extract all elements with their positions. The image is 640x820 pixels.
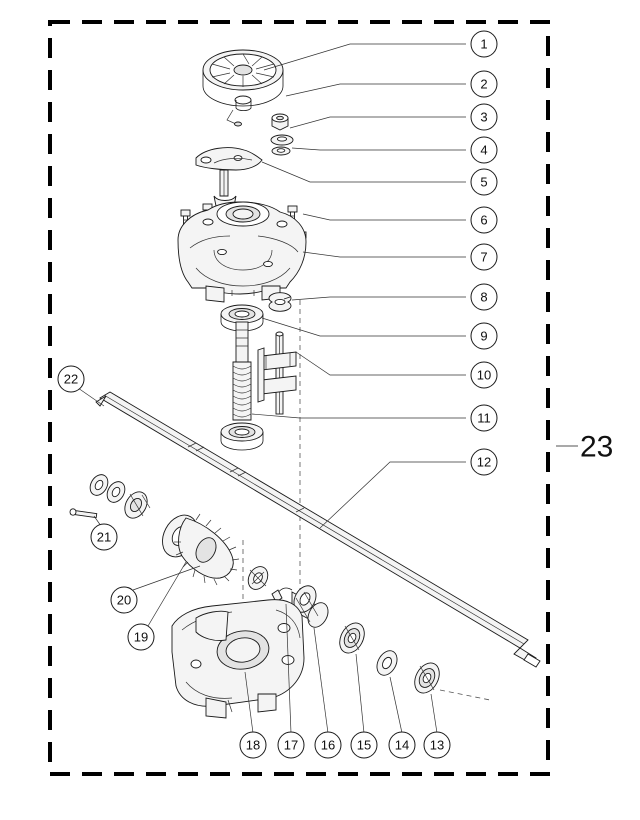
callout-15[interactable] [351, 732, 377, 758]
part-pinion-gear [156, 509, 239, 585]
callout-20-label: 20 [116, 592, 132, 608]
part-shift-fork-assembly [258, 332, 296, 414]
callout-4[interactable] [471, 137, 497, 163]
callout-20[interactable] [111, 587, 137, 613]
part-washer-outer [373, 647, 401, 678]
part-nut [272, 114, 288, 130]
callout-23-label: 23 [580, 430, 614, 464]
callout-1[interactable] [471, 31, 497, 57]
callout-2[interactable] [471, 71, 497, 97]
part-washer-small [272, 147, 290, 155]
callout-19[interactable] [128, 624, 154, 650]
callout-7[interactable] [471, 244, 497, 270]
callout-18-label: 18 [245, 737, 261, 753]
callout-16-label: 16 [320, 737, 336, 753]
callout-13-label: 13 [429, 737, 445, 753]
callout-3-label: 3 [480, 109, 488, 125]
part-bracket-arm [196, 148, 262, 206]
callout-18[interactable] [240, 732, 266, 758]
callout-2-label: 2 [480, 76, 488, 92]
callout-6[interactable] [471, 207, 497, 233]
callout-13[interactable] [424, 732, 450, 758]
callout-3[interactable] [471, 104, 497, 130]
callout-5-label: 5 [480, 174, 488, 190]
callout-22[interactable] [58, 366, 84, 392]
callout-23 [556, 431, 613, 464]
callout-11[interactable] [471, 405, 497, 431]
callout-15-label: 15 [356, 737, 372, 753]
callout-17-label: 17 [283, 737, 299, 753]
callout-7-label: 7 [480, 249, 488, 265]
callout-19-label: 19 [133, 629, 149, 645]
callout-16[interactable] [315, 732, 341, 758]
callout-8[interactable] [471, 284, 497, 310]
callout-6-label: 6 [480, 212, 488, 228]
part-housing-upper [178, 202, 306, 302]
callout-14-label: 14 [394, 737, 410, 753]
part-pin [70, 509, 97, 518]
part-retaining-clip [244, 563, 292, 602]
callout-22-label: 22 [63, 371, 79, 387]
part-housing-lower [172, 600, 304, 718]
callout-10[interactable] [471, 362, 497, 388]
callout-9[interactable] [471, 323, 497, 349]
callout-17[interactable] [278, 732, 304, 758]
callout-8-label: 8 [480, 289, 488, 305]
callout-12-label: 12 [476, 454, 492, 470]
callout-5[interactable] [471, 169, 497, 195]
part-bearing-outer [410, 659, 490, 700]
part-bearing-inner [335, 619, 369, 658]
callout-11-label: 11 [477, 410, 491, 426]
part-pulley-with-fan [203, 50, 283, 126]
callout-1-label: 1 [480, 36, 488, 52]
callout-10-label: 10 [476, 367, 492, 383]
callout-14[interactable] [389, 732, 415, 758]
callout-9-label: 9 [480, 328, 488, 344]
part-washer [271, 135, 293, 145]
callout-4-label: 4 [480, 142, 488, 158]
part-worm-shaft [221, 322, 263, 450]
callout-21[interactable] [91, 524, 117, 550]
callout-21-label: 21 [96, 529, 112, 545]
part-washer-c [269, 293, 291, 312]
callout-12[interactable] [471, 449, 497, 475]
